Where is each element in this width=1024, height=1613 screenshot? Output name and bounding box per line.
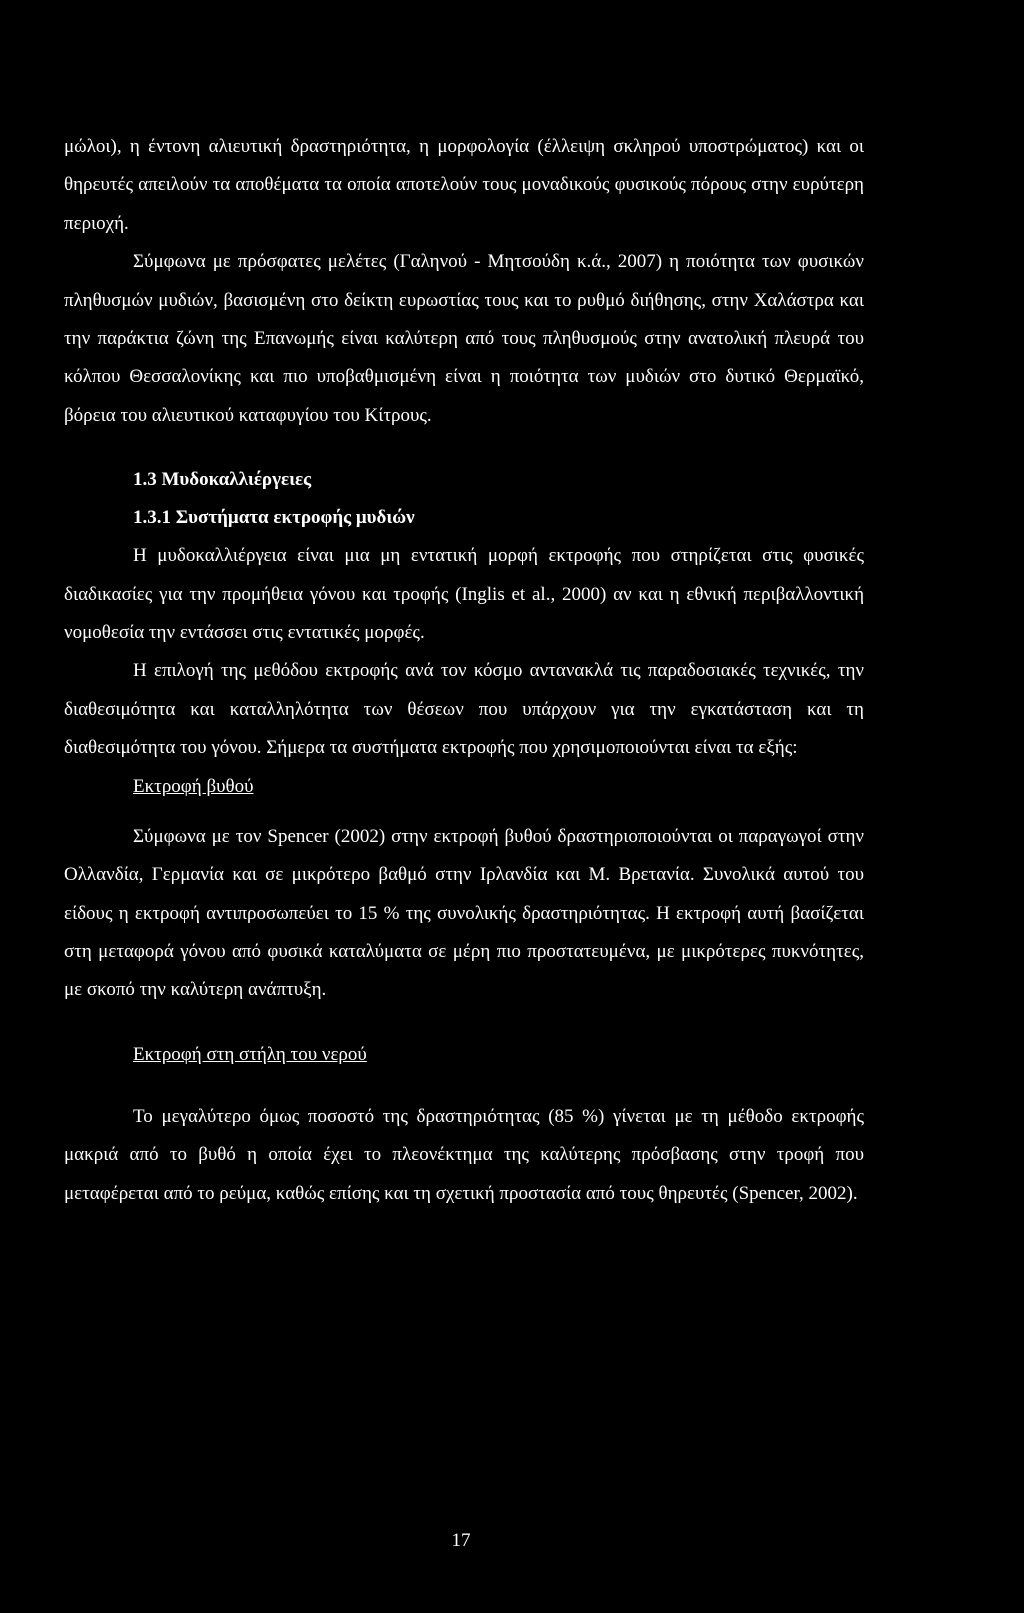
paragraph-mussel-quality: Σύμφωνα με πρόσφατες μελέτες (Γαληνού - Μητσούδη κ.ά., 2007) η ποιότητα των φυσικών πληθυσμών μυδιών, βασισμένη στο δείκτη ευρωστίας τους και το ρυθμό διήθησης, στην Χαλάστρα και την παράκτια ζώνη της Επανωμής είναι καλύτερη από τους πληθυσμούς στην ανατολική πλευρά του κόλπου Θεσσαλονίκης και πιο υποβαθμισμένη είναι η ποιότητα των μυδιών στο δυτικό Θερμαϊκό, βόρεια του αλιευτικού καταφυγίου του Κίτρους. [64, 251, 864, 426]
subsection-heading: 1.3.1 Συστήματα εκτροφής μυδιών [133, 507, 415, 529]
paragraph-mussel-culture: Η μυδοκαλλιέργεια είναι μια μη εντατική μορφή εκτροφής που στηρίζεται στις φυσικές διαδικασίες για την προμήθεια γόνου και τροφής (Inglis et al., 2000) αν και η εθνική περιβαλλοντική νομοθεσία την εντάσσει στις εντατικές μορφές. [64, 545, 864, 644]
paragraph-continuation: μώλοι), η έντονη αλιευτική δραστηριότητα, η μορφολογία (έλλειψη σκληρού υποστρώματος) και οι θηρευτές απειλούν τα αποθέματα τα οποία αποτελούν τους μοναδικούς φυσικούς πόρους στην ευρύτερη περιοχή. [64, 136, 864, 234]
paragraph-method-choice: Η επιλογή της μεθόδου εκτροφής ανά τον κόσμο αντανακλά τις παραδοσιακές τεχνικές, την διαθεσιμότητα και καταλληλότητα των θέσεων που υπάρχουν για την εγκατάσταση και τη διαθεσιμότητα του γόνου. Σήμερα τα συστήματα εκτροφής που χρησιμοποιούνται είναι τα εξής: [64, 660, 864, 759]
page-body [64, 128, 864, 1213]
section-heading: 1.3 Μυδοκαλλιέργειες [133, 469, 312, 491]
subheading-water-column-culture: Εκτροφή στη στήλη του νερού [133, 1043, 367, 1065]
subheading-bottom-culture: Εκτροφή βυθού [133, 775, 254, 797]
page-number: 17 [451, 1530, 471, 1551]
paragraph-water-column-culture: Το μεγαλύτερο όμως ποσοστό της δραστηριότητας (85 %) γίνεται με τη μέθοδο εκτροφής μακριά από το βυθό η οποία έχει το πλεονέκτημα της καλύτερης πρόσβασης στην τροφή που μεταφέρεται από το ρεύμα, καθώς επίσης και τη σχετική προστασία από τους θηρευτές (Spencer, 2002). [64, 1105, 864, 1204]
paragraph-bottom-culture: Σύμφωνα με τον Spencer (2002) στην εκτροφή βυθού δραστηριοποιούνται οι παραγωγοί στην Ολλανδία, Γερμανία και σε μικρότερο βαθμό στην Ιρλανδία και Μ. Βρετανία. Συνολικά αυτού του είδους η εκτροφή αντιπροσωπεύει το 15 % της συνολικής δραστηριότητας. Η εκτροφή αυτή βασίζεται στη μεταφορά γόνου από φυσικά καταλύματα σε μέρη πιο προστατευμένα, με μικρότερες πυκνότητες, με σκοπό την καλύτερη ανάπτυξη. [64, 825, 864, 1001]
